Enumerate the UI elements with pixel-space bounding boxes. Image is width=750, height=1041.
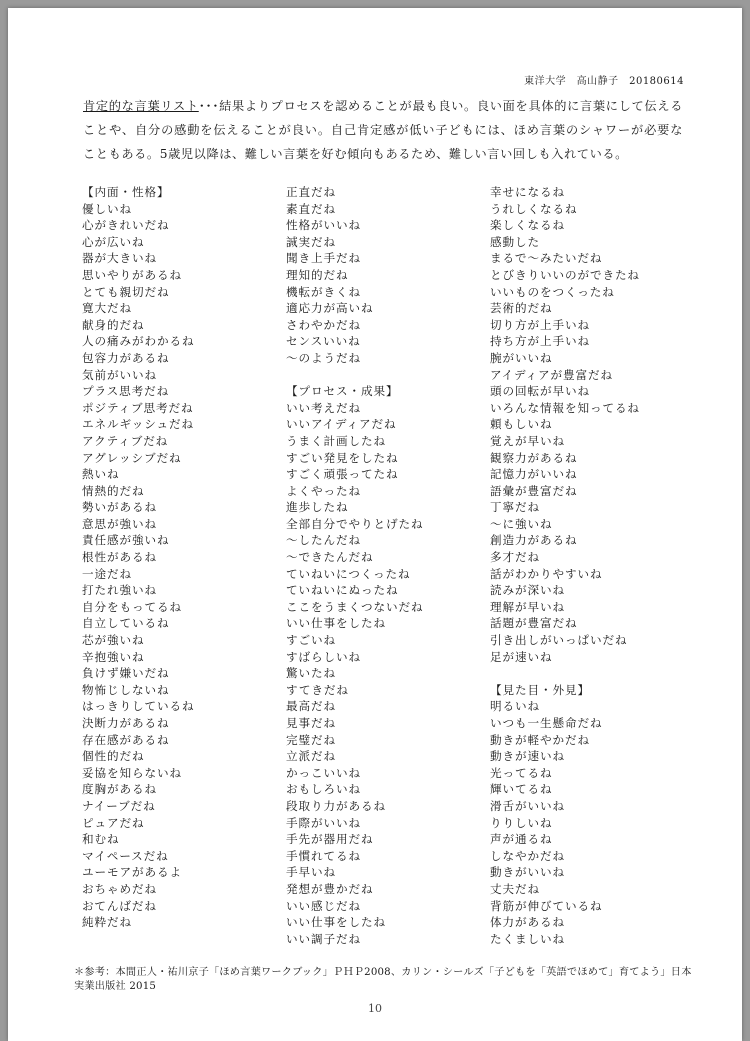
phrase-item: 手際がいいね <box>286 815 361 830</box>
phrase-item: 頼もしいね <box>490 417 553 432</box>
phrase-item: 献身的だね <box>82 317 145 332</box>
phrase-item: 理知的だね <box>286 267 349 282</box>
column-1 <box>82 184 194 931</box>
phrase-item: 丈夫だね <box>490 881 540 896</box>
intro-text: ･･･結果よりプロセスを認めることが最も良い。良い面を具体的に言葉にして伝えることや、自分の感動を伝えることが良い。自己肯定感が低い子どもには、ほめ言葉のシャワーが必要なこともある。5歳児以降は、難しい言葉を好む傾向もあるため、難しい言い回しも入れている。 <box>83 99 683 161</box>
phrase-item: 観察力があるね <box>490 450 578 465</box>
phrase-item: 話がわかりやすいね <box>490 566 603 581</box>
phrase-item: 滑舌がいいね <box>490 798 565 813</box>
phrase-item: ～したんだね <box>286 533 361 548</box>
phrase-item: 光ってるね <box>490 765 553 780</box>
phrase-item: 足が速いね <box>490 649 553 664</box>
phrase-item: アクティブだね <box>82 433 169 448</box>
phrase-item: 読みが深いね <box>490 583 565 598</box>
phrase-item: エネルギッシュだね <box>82 417 194 432</box>
phrase-item: マイペースだね <box>82 848 169 863</box>
phrase-item: 驚いたね <box>286 666 336 681</box>
phrase-item: しなやかだね <box>490 848 565 863</box>
phrase-item: 切り方が上手いね <box>490 317 590 332</box>
phrase-item: ここをうまくつないだね <box>286 599 424 614</box>
phrase-item: 負けず嫌いだね <box>82 666 170 681</box>
phrase-item: 持ち方が上手いね <box>490 334 590 349</box>
phrase-item: 理解が早いね <box>490 599 565 614</box>
phrase-item: 幸せになるね <box>490 185 565 199</box>
phrase-item: さわやかだね <box>286 317 361 332</box>
phrase-item: 芸術的だね <box>490 301 553 316</box>
phrase-item: いい調子だね <box>286 931 361 946</box>
phrase-item: 立派だね <box>286 749 336 764</box>
phrase-item: 丁寧だね <box>490 500 540 515</box>
phrase-item: りりしいね <box>490 815 553 830</box>
phrase-item: ていねいにぬったね <box>286 583 399 598</box>
phrase-item: いい仕事をしたね <box>286 616 386 631</box>
phrase-item: いいものをつくったね <box>490 284 615 299</box>
phrase-item: 物怖じしないね <box>82 682 170 697</box>
phrase-item: ～できたんだね <box>286 550 374 565</box>
phrase-item: 覚えが早いね <box>490 433 565 448</box>
phrase-item: 腕がいいね <box>490 350 553 365</box>
document-page <box>8 8 742 1041</box>
phrase-item: 誠実だね <box>286 234 336 249</box>
phrase-item: 寛大だね <box>82 301 132 316</box>
phrase-item: まるで～みたいだね <box>490 251 603 266</box>
phrase-item: 気前がいいね <box>82 367 157 382</box>
phrase-item: すごく頑張ってたね <box>286 467 399 482</box>
phrase-item: 楽しくなるね <box>490 218 565 233</box>
phrase-item: 辛抱強いね <box>82 649 145 664</box>
phrase-item: とても親切だね <box>82 284 170 299</box>
phrase-item: アイディアが豊富だね <box>490 367 613 382</box>
section-heading: 【プロセス・成果】 <box>286 384 399 399</box>
phrase-item: 手早いね <box>286 865 336 880</box>
phrase-item: ユーモアがあるよ <box>82 865 182 880</box>
phrase-item: 話題が豊富だね <box>490 616 578 631</box>
phrase-item: 人の痛みがわかるね <box>82 334 195 349</box>
phrase-item: アグレッシブだね <box>82 450 182 465</box>
phrase-item: 度胸があるね <box>82 782 157 797</box>
phrase-item: 器が大きいね <box>82 251 157 266</box>
phrase-item: 芯が強いね <box>82 633 145 648</box>
phrase-item: 感動した <box>490 234 540 249</box>
phrase-item: 心がきれいだね <box>82 218 170 233</box>
phrase-item: 適応力が高いね <box>286 301 374 316</box>
phrase-item: おもしろいね <box>286 782 361 797</box>
phrase-item: いい考えだね <box>286 400 361 415</box>
phrase-item: おてんばだね <box>82 898 157 913</box>
phrase-item: ナイーブだね <box>82 798 156 813</box>
phrase-item: 進歩したね <box>286 500 349 515</box>
phrase-item: うれしくなるね <box>490 201 578 216</box>
phrase-item: 素直だね <box>286 201 336 216</box>
phrase-item: 手先が器用だね <box>286 832 374 847</box>
phrase-item: 打たれ強いね <box>82 583 157 598</box>
phrase-item: いろんな情報を知ってるね <box>490 400 640 415</box>
phrase-item: すばらしいね <box>286 649 361 664</box>
section-gap <box>490 665 640 682</box>
phrase-item: 個性的だね <box>82 749 145 764</box>
phrase-item: かっこいいね <box>286 765 361 780</box>
phrase-item: 引き出しがいっぱいだね <box>490 633 628 648</box>
phrase-item: 記憶力がいいね <box>490 467 578 482</box>
phrase-item: 最高だね <box>286 699 336 714</box>
phrase-item: 勢いがあるね <box>82 500 157 515</box>
phrase-item: 動きがいいね <box>490 865 565 880</box>
phrase-item: ピュアだね <box>82 815 145 830</box>
section-gap <box>286 367 423 384</box>
page-number: 10 <box>368 1002 382 1015</box>
phrase-item: 自分をもってるね <box>82 599 182 614</box>
intro-paragraph <box>83 94 683 166</box>
phrase-item: 性格がいいね <box>286 218 361 233</box>
phrase-item: 妥協を知らないね <box>82 765 182 780</box>
column-2 <box>286 184 423 947</box>
phrase-item: ～に強いね <box>490 516 553 531</box>
phrase-item: 優しいね <box>82 201 132 216</box>
phrase-item: センスいいね <box>286 334 361 349</box>
phrase-item: 機転がきくね <box>286 284 361 299</box>
phrase-item: はっきりしているね <box>82 699 195 714</box>
phrase-item: 心が広いね <box>82 234 145 249</box>
phrase-item: 全部自分でやりとげたね <box>286 516 424 531</box>
phrase-item: 声が通るね <box>490 832 553 847</box>
phrase-item: 純粋だね <box>82 915 132 930</box>
phrase-item: 熱いね <box>82 467 120 482</box>
phrase-item: 意思が強いね <box>82 516 157 531</box>
phrase-item: ～のようだね <box>286 350 361 365</box>
reference-footnote: ＊参考：本間正人・祐川京子「ほめ言葉ワークブック」ＰＨＰ2008、カリン・シールズ「子どもを「英語でほめて」育てよう」日本実業出版社 2015 <box>74 967 692 992</box>
phrase-item: 一途だね <box>82 566 132 581</box>
list-title: 肯定的な言葉リスト <box>83 99 199 113</box>
phrase-item: 決断力があるね <box>82 716 170 730</box>
phrase-item: プラス思考だね <box>82 384 170 399</box>
phrase-item: いい感じだね <box>286 898 361 913</box>
phrase-item: 聞き上手だね <box>286 251 361 266</box>
phrase-item: 輝いてるね <box>490 782 553 797</box>
document-header: 東洋大学 高山静子 20180614 <box>524 76 684 87</box>
phrase-item: すてきだね <box>286 682 349 697</box>
phrase-item: 背筋が伸びているね <box>490 898 603 913</box>
phrase-item: 完璧だね <box>286 732 336 747</box>
phrase-item: うまく計画したね <box>286 433 386 448</box>
phrase-item: 責任感が強いね <box>82 533 170 548</box>
phrase-item: 段取り力があるね <box>286 798 386 813</box>
phrase-item: たくましいね <box>490 931 565 946</box>
phrase-item: よくやったね <box>286 483 361 498</box>
phrase-item: 明るいね <box>490 699 540 714</box>
phrase-item: 頭の回転が早いね <box>490 384 590 399</box>
phrase-item: すごい発見をしたね <box>286 450 399 465</box>
phrase-item: 見事だね <box>286 716 336 730</box>
phrase-item: 手慣れてるね <box>286 848 361 863</box>
phrase-item: ポジティブ思考だね <box>82 400 194 415</box>
column-3 <box>490 184 640 947</box>
phrase-item: とびきりいいのができたね <box>490 267 640 282</box>
phrase-item: 多才だね <box>490 550 540 565</box>
phrase-item: 動きが速いね <box>490 749 565 764</box>
phrase-item: 和むね <box>82 832 120 847</box>
phrase-item: 正直だね <box>286 185 336 199</box>
phrase-item: いい仕事をしたね <box>286 915 386 930</box>
phrase-item: 自立しているね <box>82 616 170 631</box>
phrase-item: 思いやりがあるね <box>82 267 182 282</box>
phrase-item: いつも一生懸命だね <box>490 716 603 730</box>
phrase-item: 創造力があるね <box>490 533 578 548</box>
phrase-item: 存在感があるね <box>82 732 170 747</box>
phrase-item: 包容力があるね <box>82 350 170 365</box>
phrase-item: ていねいにつくったね <box>286 566 411 581</box>
section-heading: 【内面・性格】 <box>82 185 170 199</box>
phrase-item: 情熱的だね <box>82 483 145 498</box>
phrase-item: 語彙が豊富だね <box>490 483 578 498</box>
section-heading: 【見た目・外見】 <box>490 682 590 697</box>
phrase-item: 体力があるね <box>490 915 565 930</box>
phrase-item: 根性があるね <box>82 550 157 565</box>
phrase-item: 動きが軽やかだね <box>490 732 590 747</box>
phrase-item: 発想が豊かだね <box>286 881 374 896</box>
phrase-item: すごいね <box>286 633 336 648</box>
phrase-item: いいアイディアだね <box>286 417 397 432</box>
phrase-item: おちゃめだね <box>82 881 157 896</box>
